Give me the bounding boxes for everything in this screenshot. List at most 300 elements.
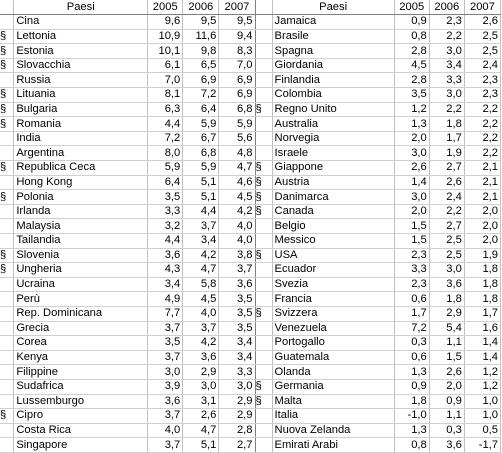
header-2005-left: 2005: [148, 0, 183, 15]
right-value-2006-cell: 3,0: [429, 263, 464, 278]
left-value-2007-cell: 3,5: [219, 306, 255, 321]
left-mark-cell: [0, 219, 14, 234]
right-mark-cell: §: [255, 204, 272, 219]
right-mark-cell: [255, 73, 272, 88]
right-value-2007-cell: 1,6: [464, 321, 500, 336]
left-country-cell: Republica Ceca: [14, 161, 148, 176]
left-value-2005-cell: 3,2: [148, 219, 183, 234]
right-country-cell: Messico: [272, 234, 394, 249]
left-value-2005-cell: 3,3: [148, 204, 183, 219]
left-value-2005-cell: 3,5: [148, 190, 183, 205]
right-value-2006-cell: 1,1: [429, 409, 464, 424]
right-value-2005-cell: 1,3: [394, 423, 429, 438]
right-value-2006-cell: 2,4: [429, 190, 464, 205]
left-value-2006-cell: 4,0: [183, 306, 219, 321]
right-mark-cell: §: [255, 379, 272, 394]
right-country-cell: Emirati Arabi: [272, 438, 394, 453]
right-country-cell: Norvegia: [272, 131, 394, 146]
header-2006-left: 2006: [183, 0, 219, 15]
right-value-2005-cell: 4,5: [394, 58, 429, 73]
table-row: [0, 394, 501, 409]
left-value-2005-cell: 10,9: [148, 29, 183, 44]
table-row: [0, 58, 501, 73]
left-value-2007-cell: 3,5: [219, 321, 255, 336]
table-row: [0, 379, 501, 394]
right-mark-cell: [255, 15, 272, 30]
right-value-2005-cell: 0,9: [394, 15, 429, 30]
right-country-cell: Danimarca: [272, 190, 394, 205]
left-value-2006-cell: 4,4: [183, 204, 219, 219]
header-country-left: Paesi: [14, 0, 148, 15]
right-value-2006-cell: 2,7: [429, 161, 464, 176]
left-mark-cell: §: [0, 248, 14, 263]
left-mark-cell: [0, 365, 14, 380]
right-value-2006-cell: 3,6: [429, 438, 464, 453]
right-mark-cell: [255, 44, 272, 59]
right-value-2006-cell: 0,9: [429, 394, 464, 409]
left-mark-cell: [0, 234, 14, 249]
left-country-cell: Tailandia: [14, 234, 148, 249]
left-mark-cell: §: [0, 44, 14, 59]
left-value-2007-cell: 4,8: [219, 146, 255, 161]
left-value-2007-cell: 3,0: [219, 379, 255, 394]
left-value-2005-cell: 10,1: [148, 44, 183, 59]
right-value-2007-cell: 2,2: [464, 102, 500, 117]
right-value-2005-cell: 7,2: [394, 321, 429, 336]
right-value-2005-cell: 2,3: [394, 277, 429, 292]
left-value-2007-cell: 4,2: [219, 204, 255, 219]
right-value-2005-cell: 3,0: [394, 190, 429, 205]
right-value-2007-cell: 2,3: [464, 73, 500, 88]
left-value-2006-cell: 4,5: [183, 292, 219, 307]
right-country-cell: Jamaica: [272, 15, 394, 30]
table-row: [0, 248, 501, 263]
right-value-2007-cell: 1,0: [464, 394, 500, 409]
left-country-cell: Ungheria: [14, 263, 148, 278]
left-country-cell: Kenya: [14, 350, 148, 365]
left-mark-cell: §: [0, 117, 14, 132]
right-mark-cell: §: [255, 248, 272, 263]
right-country-cell: Malta: [272, 394, 394, 409]
left-value-2007-cell: 3,4: [219, 336, 255, 351]
left-mark-cell: [0, 438, 14, 453]
header-country-right: Paesi: [272, 0, 394, 15]
left-value-2005-cell: 7,0: [148, 73, 183, 88]
right-value-2007-cell: 2,1: [464, 190, 500, 205]
left-value-2005-cell: 8,0: [148, 146, 183, 161]
left-mark-cell: §: [0, 88, 14, 103]
left-value-2007-cell: 3,3: [219, 365, 255, 380]
left-mark-cell: §: [0, 190, 14, 205]
table-row: [0, 117, 501, 132]
right-value-2006-cell: 2,3: [429, 15, 464, 30]
right-value-2007-cell: 1,7: [464, 306, 500, 321]
header-2005-right: 2005: [394, 0, 429, 15]
right-value-2007-cell: 2,3: [464, 88, 500, 103]
right-value-2006-cell: 2,2: [429, 29, 464, 44]
left-country-cell: Cina: [14, 15, 148, 30]
right-mark-cell: [255, 277, 272, 292]
right-value-2007-cell: 1,4: [464, 336, 500, 351]
left-value-2005-cell: 5,9: [148, 161, 183, 176]
left-value-2005-cell: 3,5: [148, 336, 183, 351]
right-value-2005-cell: -1,0: [394, 409, 429, 424]
right-mark-cell: [255, 131, 272, 146]
table-row: [0, 102, 501, 117]
left-value-2006-cell: 4,7: [183, 263, 219, 278]
left-country-cell: Slovacchia: [14, 58, 148, 73]
left-country-cell: Lettonia: [14, 29, 148, 44]
right-value-2005-cell: 2,3: [394, 248, 429, 263]
table-row: [0, 365, 501, 380]
table-row: [0, 234, 501, 249]
left-value-2005-cell: 3,7: [148, 350, 183, 365]
table-row: [0, 29, 501, 44]
left-country-cell: Cipro: [14, 409, 148, 424]
left-country-cell: Slovenia: [14, 248, 148, 263]
right-mark-cell: [255, 350, 272, 365]
right-value-2005-cell: 2,6: [394, 161, 429, 176]
table-row: [0, 73, 501, 88]
left-value-2006-cell: 5,1: [183, 175, 219, 190]
right-value-2007-cell: 0,5: [464, 423, 500, 438]
left-country-cell: Costa Rica: [14, 423, 148, 438]
table-row: [0, 263, 501, 278]
right-value-2006-cell: 2,5: [429, 248, 464, 263]
left-value-2006-cell: 11,6: [183, 29, 219, 44]
right-value-2005-cell: 1,8: [394, 394, 429, 409]
left-value-2005-cell: 6,4: [148, 175, 183, 190]
right-value-2006-cell: 2,2: [429, 102, 464, 117]
right-value-2007-cell: 1,9: [464, 248, 500, 263]
table-row: [0, 175, 501, 190]
left-value-2006-cell: 6,4: [183, 102, 219, 117]
right-country-cell: Australia: [272, 117, 394, 132]
left-value-2007-cell: 4,5: [219, 190, 255, 205]
right-mark-cell: §: [255, 161, 272, 176]
right-value-2006-cell: 3,0: [429, 44, 464, 59]
header-2007-right: 2007: [464, 0, 500, 15]
right-country-cell: Israele: [272, 146, 394, 161]
left-value-2005-cell: 7,7: [148, 306, 183, 321]
left-value-2005-cell: 3,9: [148, 379, 183, 394]
left-value-2005-cell: 3,4: [148, 277, 183, 292]
right-value-2007-cell: 2,2: [464, 117, 500, 132]
left-value-2005-cell: 4,0: [148, 423, 183, 438]
right-value-2005-cell: 1,3: [394, 365, 429, 380]
left-value-2006-cell: 3,4: [183, 234, 219, 249]
right-mark-cell: [255, 438, 272, 453]
right-mark-cell: [255, 409, 272, 424]
left-value-2006-cell: 2,6: [183, 409, 219, 424]
right-value-2007-cell: 2,0: [464, 219, 500, 234]
right-value-2006-cell: 3,3: [429, 73, 464, 88]
left-value-2007-cell: 4,7: [219, 161, 255, 176]
left-value-2007-cell: 7,0: [219, 58, 255, 73]
left-value-2006-cell: 3,1: [183, 394, 219, 409]
right-country-cell: Svizzera: [272, 306, 394, 321]
right-value-2006-cell: 1,5: [429, 350, 464, 365]
left-value-2005-cell: 3,0: [148, 365, 183, 380]
right-value-2005-cell: 1,3: [394, 117, 429, 132]
table-row: [0, 336, 501, 351]
right-value-2005-cell: 1,5: [394, 234, 429, 249]
table-row: [0, 438, 501, 453]
right-country-cell: Svezia: [272, 277, 394, 292]
right-value-2007-cell: 1,8: [464, 277, 500, 292]
right-mark-cell: [255, 321, 272, 336]
left-country-cell: Grecia: [14, 321, 148, 336]
right-value-2006-cell: 1,9: [429, 146, 464, 161]
left-mark-cell: [0, 73, 14, 88]
table-row: [0, 277, 501, 292]
right-mark-cell: [255, 58, 272, 73]
right-value-2007-cell: 1,0: [464, 409, 500, 424]
right-country-cell: Olanda: [272, 365, 394, 380]
right-mark-cell: [255, 234, 272, 249]
right-value-2007-cell: 1,8: [464, 292, 500, 307]
table-row: [0, 204, 501, 219]
left-value-2006-cell: 5,1: [183, 190, 219, 205]
right-value-2005-cell: 3,5: [394, 88, 429, 103]
table-row: [0, 15, 501, 30]
right-value-2007-cell: 2,2: [464, 146, 500, 161]
right-country-cell: Ecuador: [272, 263, 394, 278]
right-mark-cell: §: [255, 175, 272, 190]
left-value-2006-cell: 4,7: [183, 423, 219, 438]
right-value-2006-cell: 3,6: [429, 277, 464, 292]
right-country-cell: Giappone: [272, 161, 394, 176]
right-country-cell: USA: [272, 248, 394, 263]
right-value-2007-cell: 2,1: [464, 161, 500, 176]
left-value-2005-cell: 4,3: [148, 263, 183, 278]
table-row: [0, 131, 501, 146]
left-value-2006-cell: 9,5: [183, 15, 219, 30]
left-value-2006-cell: 3,7: [183, 219, 219, 234]
left-value-2007-cell: 2,9: [219, 409, 255, 424]
left-value-2006-cell: 5,1: [183, 438, 219, 453]
left-country-cell: Perù: [14, 292, 148, 307]
left-value-2006-cell: 6,8: [183, 146, 219, 161]
right-mark-cell: §: [255, 394, 272, 409]
right-value-2006-cell: 5,4: [429, 321, 464, 336]
table-row: [0, 321, 501, 336]
right-value-2006-cell: 3,0: [429, 88, 464, 103]
left-mark-cell: [0, 146, 14, 161]
right-value-2006-cell: 1,8: [429, 292, 464, 307]
table-row: [0, 190, 501, 205]
right-value-2006-cell: 2,9: [429, 306, 464, 321]
right-mark-cell: [255, 29, 272, 44]
left-value-2006-cell: 5,8: [183, 277, 219, 292]
right-mark-cell: §: [255, 190, 272, 205]
left-country-cell: India: [14, 131, 148, 146]
left-value-2005-cell: 4,4: [148, 117, 183, 132]
table-row: [0, 306, 501, 321]
left-value-2005-cell: 4,4: [148, 234, 183, 249]
left-country-cell: Filippine: [14, 365, 148, 380]
right-country-cell: Colombia: [272, 88, 394, 103]
right-country-cell: Austria: [272, 175, 394, 190]
right-country-cell: Italia: [272, 409, 394, 424]
header-2007-left: 2007: [219, 0, 255, 15]
right-mark-cell: [255, 365, 272, 380]
left-mark-cell: §: [0, 58, 14, 73]
header-row: [0, 0, 501, 15]
left-value-2006-cell: 6,5: [183, 58, 219, 73]
left-value-2005-cell: 3,6: [148, 248, 183, 263]
right-mark-cell: [255, 219, 272, 234]
right-value-2005-cell: 0,3: [394, 336, 429, 351]
left-country-cell: Sudafrica: [14, 379, 148, 394]
left-mark-cell: §: [0, 102, 14, 117]
right-value-2005-cell: 2,8: [394, 73, 429, 88]
right-value-2006-cell: 2,6: [429, 365, 464, 380]
right-value-2005-cell: 0,8: [394, 29, 429, 44]
left-mark-cell: [0, 131, 14, 146]
left-value-2005-cell: 6,1: [148, 58, 183, 73]
right-value-2005-cell: 0,8: [394, 438, 429, 453]
right-value-2006-cell: 0,3: [429, 423, 464, 438]
left-value-2007-cell: 6,9: [219, 73, 255, 88]
right-value-2007-cell: 2,0: [464, 234, 500, 249]
left-value-2006-cell: 6,7: [183, 131, 219, 146]
right-value-2007-cell: 1,8: [464, 263, 500, 278]
right-value-2005-cell: 1,2: [394, 102, 429, 117]
right-mark-cell: [255, 146, 272, 161]
left-country-cell: Lussemburgo: [14, 394, 148, 409]
right-mark-cell: §: [255, 306, 272, 321]
left-value-2007-cell: 3,7: [219, 263, 255, 278]
table-row: [0, 161, 501, 176]
left-value-2007-cell: 4,6: [219, 175, 255, 190]
right-value-2005-cell: 3,0: [394, 146, 429, 161]
left-mark-cell: §: [0, 409, 14, 424]
left-country-cell: Hong Kong: [14, 175, 148, 190]
right-value-2006-cell: 2,6: [429, 175, 464, 190]
right-mark-cell: [255, 336, 272, 351]
left-country-cell: Irlanda: [14, 204, 148, 219]
header-2006-right: 2006: [429, 0, 464, 15]
left-value-2007-cell: 3,8: [219, 248, 255, 263]
left-country-cell: Rep. Dominicana: [14, 306, 148, 321]
left-value-2007-cell: 5,9: [219, 117, 255, 132]
left-mark-cell: [0, 292, 14, 307]
right-value-2006-cell: 2,0: [429, 379, 464, 394]
left-mark-cell: §: [0, 263, 14, 278]
left-value-2005-cell: 3,7: [148, 438, 183, 453]
right-value-2007-cell: 1,2: [464, 365, 500, 380]
left-mark-cell: [0, 394, 14, 409]
left-value-2007-cell: 9,4: [219, 29, 255, 44]
right-value-2006-cell: 1,8: [429, 117, 464, 132]
left-value-2007-cell: 3,6: [219, 277, 255, 292]
left-value-2005-cell: 3,6: [148, 394, 183, 409]
left-mark-cell: [0, 277, 14, 292]
left-value-2007-cell: 8,3: [219, 44, 255, 59]
left-mark-cell: [0, 336, 14, 351]
right-value-2007-cell: 2,2: [464, 131, 500, 146]
left-value-2006-cell: 9,8: [183, 44, 219, 59]
left-country-cell: Polonia: [14, 190, 148, 205]
left-mark-cell: §: [0, 29, 14, 44]
table-row: [0, 409, 501, 424]
right-value-2007-cell: 1,4: [464, 350, 500, 365]
left-value-2005-cell: 8,1: [148, 88, 183, 103]
left-value-2005-cell: 7,2: [148, 131, 183, 146]
left-country-cell: Malaysia: [14, 219, 148, 234]
left-value-2007-cell: 2,9: [219, 394, 255, 409]
right-country-cell: Canada: [272, 204, 394, 219]
right-country-cell: Brasile: [272, 29, 394, 44]
right-value-2006-cell: 2,2: [429, 204, 464, 219]
right-value-2007-cell: 1,2: [464, 379, 500, 394]
right-value-2006-cell: 2,5: [429, 234, 464, 249]
right-value-2006-cell: 2,7: [429, 219, 464, 234]
left-value-2006-cell: 5,9: [183, 117, 219, 132]
right-mark-cell: [255, 292, 272, 307]
left-mark-cell: [0, 321, 14, 336]
right-value-2007-cell: 2,6: [464, 15, 500, 30]
table-row: [0, 88, 501, 103]
header-mark-cell: [255, 0, 272, 15]
left-value-2007-cell: 3,4: [219, 350, 255, 365]
table-row: [0, 292, 501, 307]
right-value-2007-cell: 2,5: [464, 44, 500, 59]
left-value-2006-cell: 3,6: [183, 350, 219, 365]
table-row: [0, 146, 501, 161]
table-row: [0, 44, 501, 59]
left-value-2005-cell: 4,9: [148, 292, 183, 307]
right-country-cell: Spagna: [272, 44, 394, 59]
left-value-2006-cell: 4,2: [183, 248, 219, 263]
left-country-cell: Ucraina: [14, 277, 148, 292]
left-value-2006-cell: 5,9: [183, 161, 219, 176]
right-country-cell: Giordania: [272, 58, 394, 73]
right-value-2005-cell: 0,9: [394, 379, 429, 394]
left-value-2007-cell: 2,8: [219, 423, 255, 438]
left-country-cell: Singapore: [14, 438, 148, 453]
right-mark-cell: [255, 88, 272, 103]
right-value-2005-cell: 3,3: [394, 263, 429, 278]
left-value-2005-cell: 3,7: [148, 409, 183, 424]
left-mark-cell: [0, 306, 14, 321]
left-value-2007-cell: 9,5: [219, 15, 255, 30]
right-country-cell: Venezuela: [272, 321, 394, 336]
right-country-cell: Guatemala: [272, 350, 394, 365]
right-value-2007-cell: 2,5: [464, 29, 500, 44]
left-value-2006-cell: 4,2: [183, 336, 219, 351]
left-country-cell: Lituania: [14, 88, 148, 103]
left-country-cell: Estonia: [14, 44, 148, 59]
left-mark-cell: §: [0, 161, 14, 176]
left-value-2005-cell: 3,7: [148, 321, 183, 336]
right-country-cell: Belgio: [272, 219, 394, 234]
right-value-2005-cell: 1,4: [394, 175, 429, 190]
right-value-2005-cell: 1,7: [394, 306, 429, 321]
right-country-cell: Francia: [272, 292, 394, 307]
left-value-2006-cell: 6,9: [183, 73, 219, 88]
right-value-2005-cell: 0,6: [394, 292, 429, 307]
right-country-cell: Regno Unito: [272, 102, 394, 117]
table-row: [0, 219, 501, 234]
left-value-2006-cell: 7,2: [183, 88, 219, 103]
table-row: [0, 350, 501, 365]
left-value-2006-cell: 3,7: [183, 321, 219, 336]
left-value-2007-cell: 2,7: [219, 438, 255, 453]
right-value-2006-cell: 1,7: [429, 131, 464, 146]
left-mark-cell: [0, 15, 14, 30]
